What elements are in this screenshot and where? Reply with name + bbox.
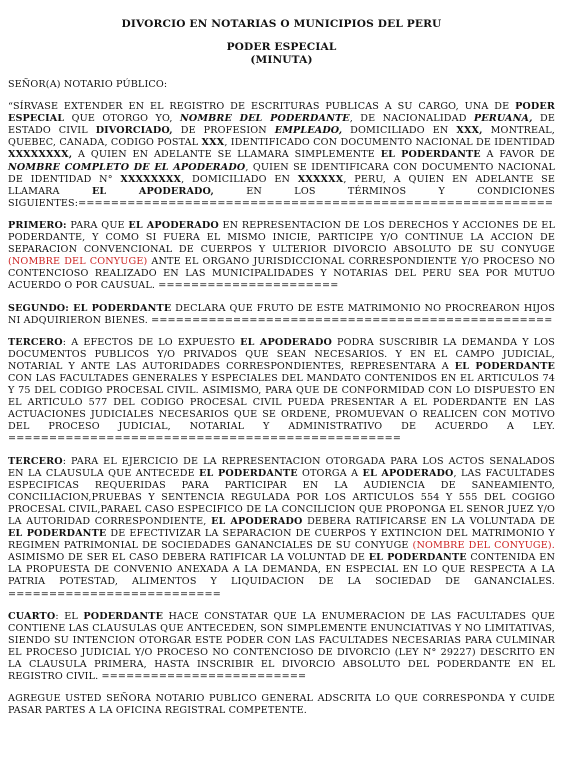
clause-tercero-2: TERCERO: PARA EL EJERCICIO DE LA REPRESENTACION OTORGADA PARA LOS ACTOS SENALADOS EN LA CLAUSULA QUE ANTECEDE EL PODERDANTE OTORGA A EL APODERADO, LAS FACULTADES ESPECIFICAS REQUERIDAS PARA PARTICIPAR EN LA AUDIENCIA DE SANEAMIENTO, CONCILIACION,PRUEBAS Y SENTENCIA REGULADA POR LOS ARTICULOS 554 Y 555 DEL COGIGO PROCESAL CIVIL,PARAEL CASO ESPECIFICO DE LA CONCILICION QUE PROPONGA EL SENOR JUEZ Y/O LA AUTORIDAD CORRESPONDIENTE, EL APODERADO DEBERA RATIFICARSE EN LA VOLUNTADA DE EL PODERDANTE DE EFECTIVIZAR LA SEPARACION DE CUERPOS Y EXTINCION DEL MATRIMONIO Y REGIMEN PATRIMONIAL DE SOCIEDADES GANANCIALES DE SU CONYUGE (NOMBRE DEL CONYUGE). ASIMISMO DE SER EL CASO DEBERA RATIFICAR LA VOLUNTAD DE EL PODERDANTE CONTENIDA EN LA PROPUESTA DE CONVENIO ANEXADA A LA DEMANDA, EN ESPECIAL EN LO QUE RESPECTA A LA PATRIA POTESTAD, ALIMENTOS Y LIQUIDACION DE LA SOCIEDAD DE GANANCIALES. ========================== <box>8 455 555 600</box>
intro-paragraph: “SÍRVASE EXTENDER EN EL REGISTRO DE ESCRITURAS PUBLICAS A SU CARGO, UNA DE PODER ESPECIAL QUE OTORGO YO, NOMBRE DEL PODERDANTE, DE NACIONALIDAD PERUANA, DE ESTADO CIVIL DIVORCIADO, DE PROFESION EMPLEADO, DOMICILIADO EN XXX, MONTREAL, QUEBEC, CANADA, CODIGO POSTAL XXX, IDENTIFICADO CON DOCUMENTO NACIONAL DE IDENTIDAD XXXXXXXX, A QUIEN EN ADELANTE SE LLAMARA SIMPLEMENTE EL PODERDANTE A FAVOR DE NOMBRE COMPLETO DE EL APODERADO, QUIEN SE IDENTIFICARA CON DOCUMENTO NACIONAL DE IDENTIDAD N° XXXXXXXX, DOMICILIADO EN XXXXXX, PERU, A QUIEN EN ADELANTE SE LLAMARA EL APODERADO, EN LOS TÉRMINOS Y CONDICIONES SIGUIENTES:========================================================== <box>8 101 556 209</box>
clause-primero: PRIMERO: PARA QUE EL APODERADO EN REPRESENTACION DE LOS DERECHOS Y ACCIONES DE EL PODERDANTE, Y COMO SI FUERA EL MISMO INICIE, PARTICIPE Y/O CONTINUE LA ACCION DE SEPARACION CONVENCIONAL DE CUERPOS Y ULTERIOR DIVORCIO ABSOLUTO DE SU CONYUGE (NOMBRE DEL CONYUGE) ANTE EL ORGANO JURISDICCIONAL CORRESPONDIENTE Y/O PROCESO NO CONTENCIOSO REALIZADO EN LAS MUNICIPALIDADES Y NOTARIAS DEL PERU SEA POR MUTUO ACUERDO O POR CAUSUAL. ====================== <box>8 219 555 292</box>
salutation: SEÑOR(A) NOTARIO PÚBLICO: <box>8 79 168 90</box>
clause-segundo: SEGUNDO: EL PODERDANTE DECLARA QUE FRUTO DE ESTE MATRIMONIO NO PROCREARON HIJOS NI ADQUIRIERON BIENES. ================================================= <box>8 302 556 326</box>
document-subtitle-minuta: (MINUTA) <box>250 54 313 66</box>
document-subtitle: PODER ESPECIAL <box>226 41 337 53</box>
clause-cuarto: CUARTO: EL PODERDANTE HACE CONSTATAR QUE LA ENUMERACION DE LAS FACULTADES QUE CONTIENE LAS CLAUSULAS QUE ANTECEDEN, SON SIMPLEMENTE ENUNCIATIVAS Y NO LIMITATIVAS, SIENDO SU INTENCION OTORGAR ESTE PODER CON LAS FACULTADES NECESARIAS PARA CULMINAR EL PROCESO JUDICIAL Y/O PROCESO NO CONTENCIOSO DE DIVORCIO (LEY N° 29227) DESCRITO EN LA CLAUSULA PRIMERA, HASTA INSCRIBIR EL DIVORCIO ABSOLUTO DEL PODERDANTE EN EL REGISTRO CIVIL. ========================= <box>8 610 555 683</box>
document-title: DIVORCIO EN NOTARIAS O MUNICIPIOS DEL PERU <box>121 18 442 30</box>
clause-tercero-1: TERCERO: A EFECTOS DE LO EXPUESTO EL APODERADO PODRA SUSCRIBIR LA DEMANDA Y LOS DOCUMENTOS PUBLICOS Y/O PRIVADOS QUE SEAN NECESARIOS. Y EN EL CAMPO JUDICIAL, NOTARIAL Y ANTE LAS AUTORIDADES CORRESPONDIENTES, REPRESENTARA A EL PODERDANTE CON LAS FACULTADES GENERALES Y ESPECIALES DEL MANDATO CONTENIDOS EN EL ARTICULOS 74 Y 75 DEL CODIGO PROCESAL CIVIL. ASIMISMO, PARA QUE DE CONFORMIDAD CON LO DISPUESTO EN EL ARTICULO 577 DEL CODIGO PROCESAL CIVIL PUEDA PRESENTAR A EL PODERDANTE EN LAS ACTUACIONES JUDICIALES NECESARIOS QUE SE ORDENE, PROMUEVAN O REALICEN CON MOTIVO DEL PROCESO JUDICIAL, NOTARIAL Y ADMINISTRATIVO DE ACUERDO A LEY. ================================================ <box>8 336 555 445</box>
closing-paragraph: AGREGUE USTED SEÑORA NOTARIO PUBLICO GENERAL ADSCRITA LO QUE CORRESPONDA Y CUIDE PASAR PARTES A LA OFICINA REGISTRAL COMPETENTE. <box>8 693 555 717</box>
